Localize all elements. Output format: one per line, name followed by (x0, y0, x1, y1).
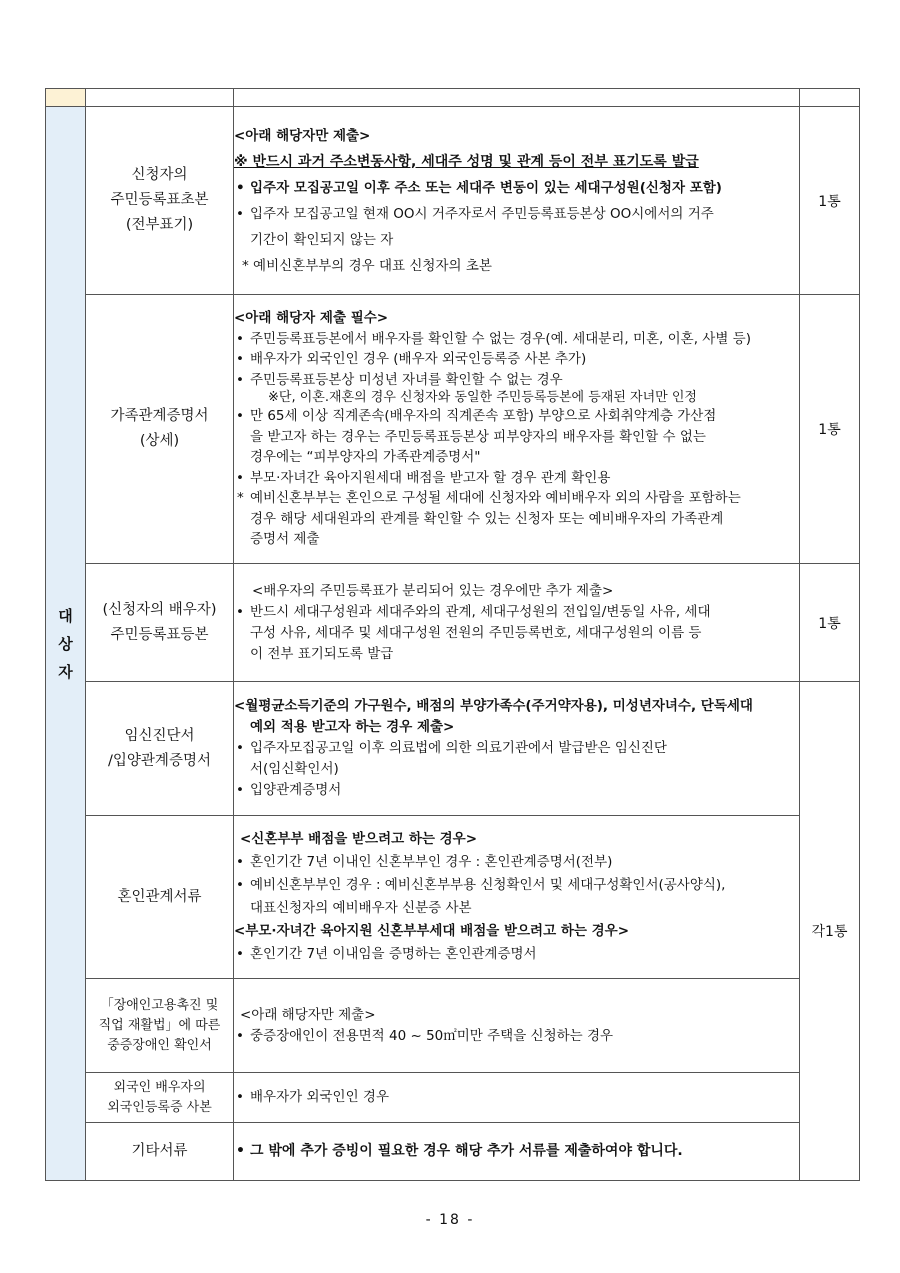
doc-name: 주민등록표초본 (110, 192, 209, 208)
doc-name-cell (86, 1073, 234, 1123)
doc-name-cell (86, 107, 234, 295)
doc-name: 혼인관계서류 (117, 888, 202, 905)
table-row (46, 1123, 860, 1181)
requirement-heading: <부모·자녀간 육아지원 신혼부부세대 배점을 받으려고 하는 경우> (234, 923, 630, 939)
header-cell (234, 89, 800, 107)
target-label-char: 상 (58, 634, 73, 653)
requirement-bullet: • 입양관계증명서 (234, 780, 799, 801)
table-row (46, 979, 860, 1073)
count-cell: 각1통 (800, 682, 860, 1181)
doc-name: 외국인 배우자의 (113, 1079, 206, 1095)
count-cell: 1통 (800, 107, 860, 295)
requirement-heading: <신혼부부 배점을 받으려고 하는 경우> (240, 831, 478, 847)
doc-name: 「장애인고용촉진 및 (100, 997, 219, 1013)
doc-name: /입양관계증명서 (108, 752, 211, 769)
requirement-cell (234, 979, 800, 1073)
requirement-bullet-cont: 이 전부 표기되도록 발급 (250, 645, 394, 662)
requirement-heading-cont: 예외 적용 받고자 하는 경우 제출> (250, 719, 455, 735)
doc-name: 기타서류 (131, 1143, 188, 1159)
requirement-cell (234, 682, 800, 816)
requirement-bullet: • 만 65세 이상 직계존속(배우자의 직계존속 포함) 부양으로 사회취약계층 가산점 (234, 406, 799, 427)
table-row (46, 816, 860, 979)
table-row (46, 107, 860, 295)
requirement-heading: <아래 해당자만 제출> (234, 127, 371, 144)
doc-name: 신청자의 (131, 167, 188, 183)
table-row (46, 682, 860, 816)
requirement-note: * 예비신혼부부의 경우 대표 신청자의 초본 (242, 257, 492, 274)
requirement-bullet: • 그 밖에 추가 증빙이 필요한 경우 해당 추가 서류를 제출하여야 합니다. (234, 1141, 799, 1162)
header-cell (86, 89, 234, 107)
doc-name-cell (86, 979, 234, 1073)
requirement-bullet: • 중증장애인이 전용면적 40 ~ 50㎡미만 주택을 신청하는 경우 (234, 1026, 799, 1047)
requirement-bullet: • 배우자가 외국인인 경우 (배우자 외국인등록증 사본 추가) (234, 349, 799, 370)
requirement-note-cont: 경우 해당 세대원과의 관계를 확인할 수 있는 신청자 또는 예비배우자의 가족관계 (250, 510, 724, 527)
document-table (45, 88, 860, 1181)
requirement-cell (234, 564, 800, 682)
requirement-bullet: • 주민등록표등본상 미성년 자녀를 확인할 수 없는 경우 (234, 370, 799, 391)
requirement-heading: <아래 해당자 제출 필수> (234, 310, 389, 327)
doc-name: 외국인등록증 사본 (107, 1099, 212, 1115)
requirement-bullet: • 예비신혼부부인 경우 : 예비신혼부부용 신청확인서 및 세대구성확인서(공사양식), (234, 874, 799, 897)
requirement-cell (234, 1123, 800, 1181)
doc-name: 가족관계증명서 (110, 408, 209, 424)
requirement-heading: <배우자의 주민등록표가 분리되어 있는 경우에만 추가 제출> (252, 582, 614, 599)
target-label-char: 대 (58, 606, 73, 625)
table-row (46, 564, 860, 682)
target-label-char: 자 (58, 662, 73, 681)
requirement-bullet-cont: 을 받고자 하는 경우는 주민등록표등본상 피부양자의 배우자를 확인할 수 없는 (250, 428, 706, 445)
count-cell: 1통 (800, 295, 860, 564)
table-header-row (46, 89, 860, 107)
requirement-bullet-cont: 경우에는 “피부양자의 가족관계증명서" (250, 449, 481, 466)
requirement-heading: <월평균소득기준의 가구원수, 배점의 부양가족수(주거약자용), 미성년자녀수, 단독세대 (234, 698, 753, 714)
requirement-bullet: • 입주자모집공고일 이후 의료법에 의한 의료기관에서 발급받은 임신진단 (234, 738, 799, 759)
requirement-cell (234, 1073, 800, 1123)
requirement-note: * 예비신혼부부는 혼인으로 구성될 세대에 신청자와 예비배우자 외의 사람을 포함하는 (237, 490, 741, 507)
table-row (46, 295, 860, 564)
requirement-heading: <아래 해당자만 제출> (240, 1006, 376, 1023)
requirement-bullet-cont: 서(임신확인서) (250, 761, 339, 777)
doc-name-cell (86, 564, 234, 682)
requirement-bullet: • 입주자 모집공고일 이후 주소 또는 세대주 변동이 있는 세대구성원(신청자 포함) (234, 175, 799, 201)
requirement-bullet-cont: 기간이 확인되지 않는 자 (250, 231, 394, 248)
requirement-bullet: • 배우자가 외국인인 경우 (234, 1087, 799, 1108)
requirement-note-cont: 증명서 제출 (250, 531, 320, 548)
doc-name: (신청자의 배우자) (102, 601, 217, 618)
count-cell: 1통 (800, 564, 860, 682)
doc-name: 중증장애인 확인서 (107, 1037, 212, 1053)
requirement-bullet: • 혼인기간 7년 이내인 신혼부부인 경우 : 혼인관계증명서(전부) (234, 851, 799, 874)
requirement-bullet: • 부모·자녀간 육아지원세대 배점을 받고자 할 경우 관계 확인용 (234, 468, 799, 489)
requirement-bullet: • 주민등록표등본에서 배우자를 확인할 수 없는 경우(예. 세대분리, 미혼, 이혼, 사별 등) (234, 329, 799, 350)
requirement-cell (234, 816, 800, 979)
requirement-bullet-cont: 구성 사유, 세대주 및 세대구성원 전원의 주민등록번호, 세대구성원의 이름 등 (250, 624, 702, 641)
doc-name: 주민등록표등본 (110, 626, 209, 643)
doc-name-cell (86, 816, 234, 979)
doc-name: 임신진단서 (124, 727, 195, 744)
doc-name-cell (86, 1123, 234, 1181)
doc-name: (상세) (139, 433, 180, 449)
requirement-cell (234, 295, 800, 564)
requirement-bullet: • 혼인기간 7년 이내임을 증명하는 혼인관계증명서 (234, 943, 799, 966)
header-cell (46, 89, 86, 107)
requirement-notice: ※ 반드시 과거 주소변동사항, 세대주 성명 및 관계 등이 전부 표기도록 발급 (234, 153, 699, 170)
header-cell (800, 89, 860, 107)
doc-name-cell (86, 295, 234, 564)
page-number: - 18 - (425, 1212, 475, 1228)
doc-name-cell (86, 682, 234, 816)
requirement-bullet-cont: 대표신청자의 예비배우자 신분증 사본 (250, 900, 472, 916)
table-row (46, 1073, 860, 1123)
doc-name: 직업 재활법」에 따른 (98, 1017, 221, 1033)
requirement-cell (234, 107, 800, 295)
requirement-bullet: • 반드시 세대구성원과 세대주와의 관계, 세대구성원의 전입일/변동일 사유, 세대 (234, 602, 799, 623)
doc-name: (전부표기) (125, 217, 194, 233)
requirement-subnote: ※단, 이혼.재혼의 경우 신청자와 동일한 주민등록등본에 등재된 자녀만 인정 (268, 390, 697, 406)
target-label (46, 107, 86, 1181)
requirement-bullet: • 입주자 모집공고일 현재 OO시 거주자로서 주민등록표등본상 OO시에서의 거주 (234, 201, 799, 227)
